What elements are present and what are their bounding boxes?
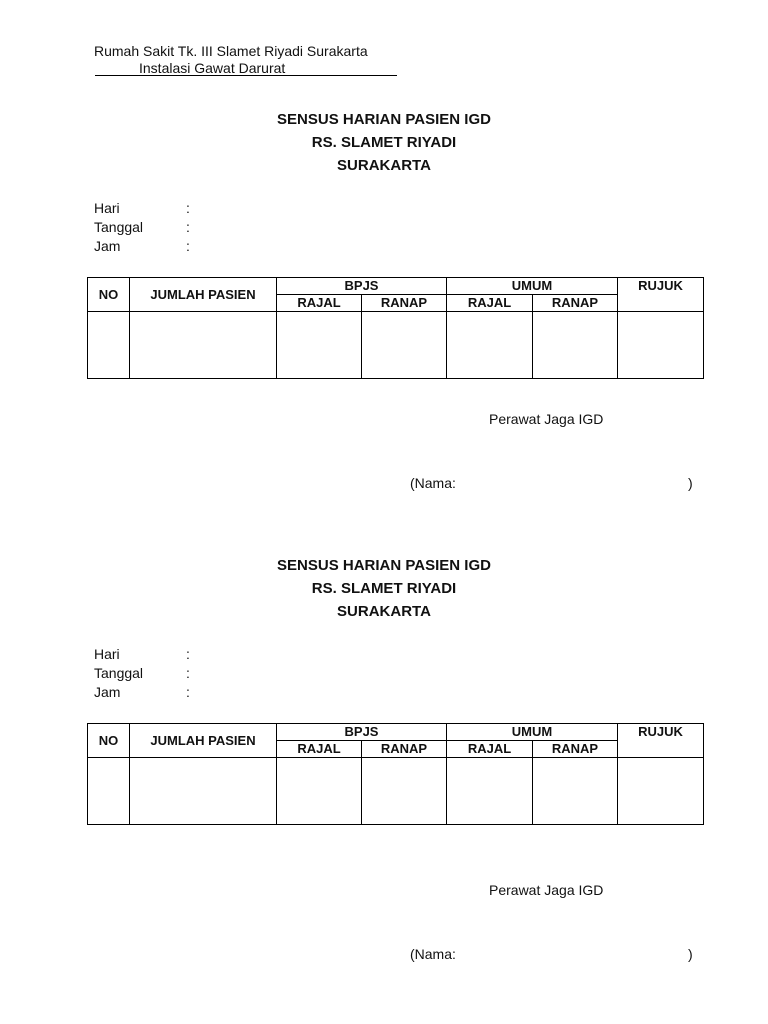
field-label: Tanggal	[94, 665, 144, 681]
cell-umum-rajal[interactable]	[447, 312, 533, 379]
header-umum-ranap: RANAP	[533, 295, 618, 312]
header-no: NO	[88, 724, 130, 758]
field-colon: :	[186, 665, 190, 681]
cell-umum-ranap[interactable]	[533, 758, 618, 825]
hospital-name: Rumah Sakit Tk. III Slamet Riyadi Surakarta	[94, 43, 368, 59]
header-rujuk: RUJUK	[618, 278, 704, 312]
field-colon: :	[186, 684, 190, 700]
header-bpjs-rajal: RAJAL	[277, 741, 362, 758]
signer-title: Perawat Jaga IGD	[489, 882, 604, 898]
field-hari	[94, 199, 190, 218]
census-table	[87, 723, 704, 825]
field-colon: :	[186, 219, 190, 235]
signer-name-label: (Nama:	[410, 475, 456, 491]
field-label: Tanggal	[94, 219, 144, 235]
table-row	[88, 758, 704, 825]
signer-name-close: )	[688, 475, 693, 491]
cell-bpjs-ranap[interactable]	[362, 312, 447, 379]
header-umum-ranap: RANAP	[533, 741, 618, 758]
header-bpjs-rajal: RAJAL	[277, 295, 362, 312]
signer-name-close: )	[688, 946, 693, 962]
form-subtitle: RS. SLAMET RIYADI	[311, 580, 457, 597]
form-city: SURAKARTA	[337, 603, 431, 620]
header-jumlah-pasien: JUMLAH PASIEN	[130, 278, 277, 312]
header-bpjs-ranap: RANAP	[362, 295, 447, 312]
cell-bpjs-ranap[interactable]	[362, 758, 447, 825]
header-rujuk: RUJUK	[618, 724, 704, 758]
cell-umum-ranap[interactable]	[533, 312, 618, 379]
field-label: Hari	[94, 646, 120, 662]
signer-title: Perawat Jaga IGD	[489, 411, 604, 427]
header-umum: UMUM	[447, 278, 618, 295]
cell-bpjs-rajal[interactable]	[277, 758, 362, 825]
cell-rujuk[interactable]	[618, 758, 704, 825]
cell-no[interactable]	[88, 758, 130, 825]
field-jam	[94, 237, 190, 256]
header-underline	[95, 75, 397, 76]
signer-name-label: (Nama:	[410, 946, 456, 962]
field-tanggal	[94, 218, 190, 237]
cell-no[interactable]	[88, 312, 130, 379]
field-jam	[94, 683, 190, 702]
field-colon: :	[186, 646, 190, 662]
field-label: Hari	[94, 200, 120, 216]
header-bpjs-ranap: RANAP	[362, 741, 447, 758]
header-umum: UMUM	[447, 724, 618, 741]
header-umum-rajal: RAJAL	[447, 741, 533, 758]
field-label: Jam	[94, 238, 121, 254]
form-title: SENSUS HARIAN PASIEN IGD	[277, 111, 491, 128]
field-hari	[94, 645, 190, 664]
header-bpjs: BPJS	[277, 724, 447, 741]
form-title: SENSUS HARIAN PASIEN IGD	[277, 557, 491, 574]
header-jumlah-pasien: JUMLAH PASIEN	[130, 724, 277, 758]
cell-jumlah-pasien[interactable]	[130, 758, 277, 825]
form-city: SURAKARTA	[337, 157, 431, 174]
cell-umum-rajal[interactable]	[447, 758, 533, 825]
field-tanggal	[94, 664, 190, 683]
header-bpjs: BPJS	[277, 278, 447, 295]
header-no: NO	[88, 278, 130, 312]
census-table	[87, 277, 704, 379]
field-colon: :	[186, 200, 190, 216]
form-subtitle: RS. SLAMET RIYADI	[311, 134, 457, 151]
cell-rujuk[interactable]	[618, 312, 704, 379]
department-name: Instalasi Gawat Darurat	[139, 60, 286, 76]
cell-bpjs-rajal[interactable]	[277, 312, 362, 379]
field-label: Jam	[94, 684, 121, 700]
cell-jumlah-pasien[interactable]	[130, 312, 277, 379]
field-colon: :	[186, 238, 190, 254]
header-umum-rajal: RAJAL	[447, 295, 533, 312]
table-row	[88, 312, 704, 379]
